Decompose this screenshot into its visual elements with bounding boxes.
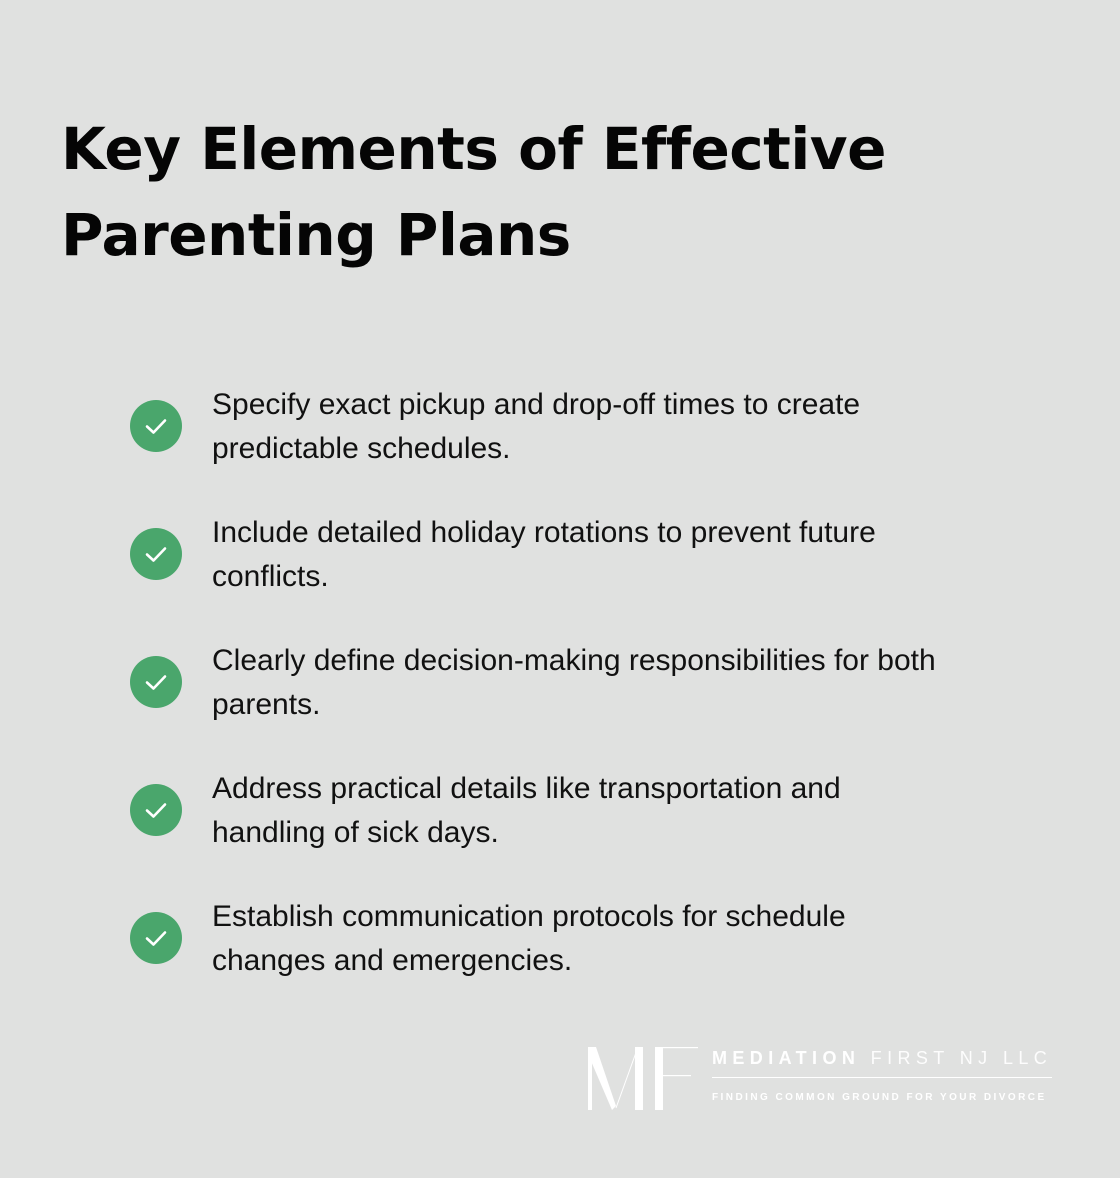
logo-tagline: FINDING COMMON GROUND FOR YOUR DIVORCE bbox=[712, 1092, 1047, 1103]
list-item-line: predictable schedules. bbox=[212, 432, 511, 465]
logo-name-bold: MEDIATION bbox=[712, 1048, 861, 1068]
list-item bbox=[130, 769, 1090, 869]
list-item-line: Clearly define decision-making responsibilities for both bbox=[212, 644, 936, 677]
check-circle-icon bbox=[130, 528, 182, 580]
list-item-line: conflicts. bbox=[212, 560, 329, 593]
list-item bbox=[130, 641, 1090, 741]
list-item-line: changes and emergencies. bbox=[212, 944, 573, 977]
title-line-1: Key Elements of Effective bbox=[61, 115, 886, 183]
list-item-line: handling of sick days. bbox=[212, 816, 499, 849]
list-item-line: Specify exact pickup and drop-off times to create bbox=[212, 388, 861, 421]
logo-company-name bbox=[712, 1048, 1052, 1069]
list-item-text bbox=[212, 767, 841, 855]
list-item-line: Establish communication protocols for schedule bbox=[212, 900, 846, 933]
list-item-line: Include detailed holiday rotations to prevent future bbox=[212, 516, 876, 549]
title-line-2: Parenting Plans bbox=[61, 201, 571, 269]
list-item bbox=[130, 513, 1090, 613]
check-circle-icon bbox=[130, 656, 182, 708]
logo-name-light: FIRST NJ LLC bbox=[870, 1048, 1053, 1068]
page-title bbox=[61, 106, 886, 278]
list-item-text bbox=[212, 895, 846, 983]
list-item-text bbox=[212, 639, 936, 727]
list-item bbox=[130, 385, 1090, 485]
company-logo bbox=[586, 1044, 1056, 1114]
list-item-text bbox=[212, 511, 876, 599]
list-item-line: Address practical details like transportation and bbox=[212, 772, 841, 805]
check-circle-icon bbox=[130, 784, 182, 836]
list-item-line: parents. bbox=[212, 688, 321, 721]
check-circle-icon bbox=[130, 912, 182, 964]
check-circle-icon bbox=[130, 400, 182, 452]
mf-monogram-logo bbox=[586, 1044, 701, 1114]
list-item bbox=[130, 897, 1090, 997]
logo-divider bbox=[712, 1077, 1052, 1078]
list-item-text bbox=[212, 383, 860, 471]
